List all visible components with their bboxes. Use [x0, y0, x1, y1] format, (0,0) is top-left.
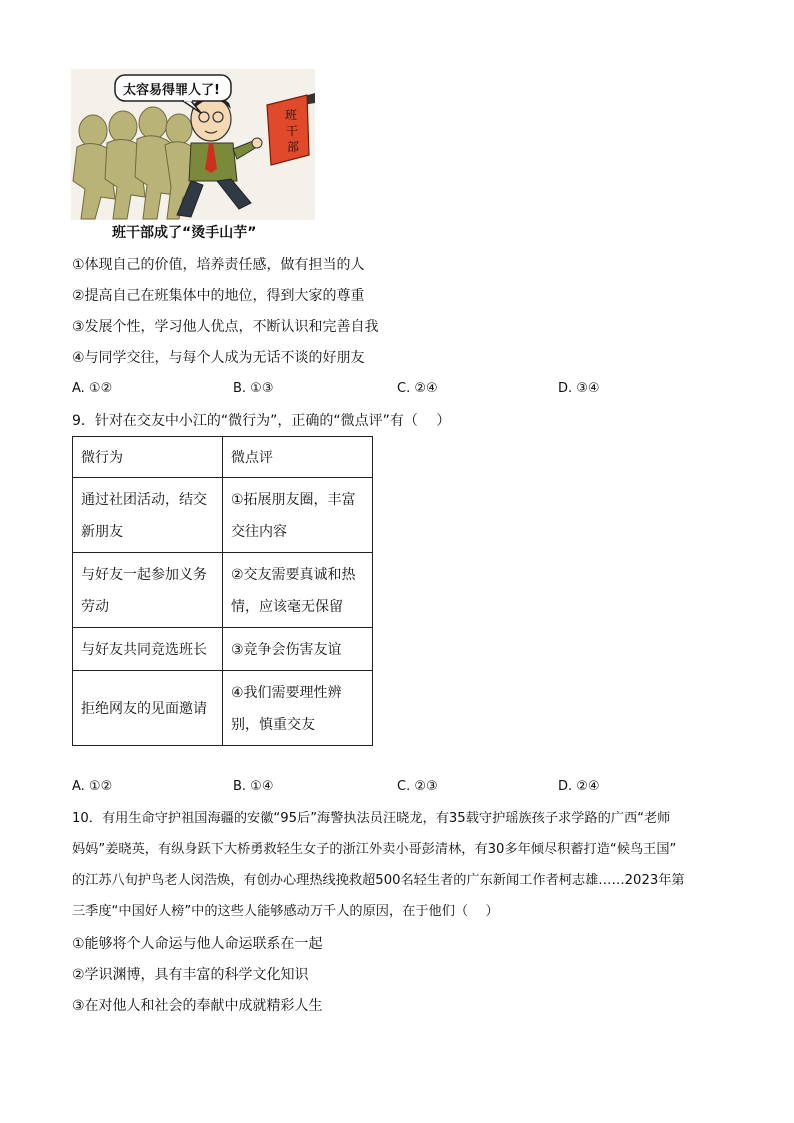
q10-statement-3: ③在对他人和社会的奉献中成就精彩人生	[72, 998, 323, 1014]
comment-1-line-2: 交往内容	[231, 524, 287, 540]
q10-stem-line-3: 的江苏八旬护鸟老人闵浩焕，有创办心理热线挽救超500名轻生者的广东新闻工作者柯志雄……2023年第	[72, 873, 685, 888]
comment-cell	[223, 628, 373, 671]
q9-option-b: B. ①④	[233, 779, 274, 794]
comment-4-line-2: 别，慎重交友	[231, 717, 315, 733]
cartoon-drawing	[71, 69, 315, 220]
q8-option-d: D. ③④	[558, 381, 600, 396]
q10-stem-line-4: 三季度“中国好人榜”中的这些人能够感动万千人的原因，在于他们（ ）	[72, 904, 499, 919]
table-row	[73, 628, 373, 671]
action-4-line-1: 拒绝网友的见面邀请	[81, 701, 207, 717]
sign-char-3: 部	[287, 140, 300, 154]
action-cell	[73, 553, 223, 628]
comment-2-line-2: 情，应该毫无保留	[231, 599, 343, 615]
action-cell	[73, 478, 223, 553]
q9-stem: 9．针对在交友中小江的“微行为”，正确的“微点评”有（ ）	[72, 413, 451, 429]
q9-table	[72, 436, 373, 746]
q8-statement-3: ③发展个性，学习他人优点，不断认识和完善自我	[72, 319, 379, 335]
q8-option-c: C. ②④	[397, 381, 438, 396]
header-action: 微行为	[73, 437, 223, 478]
q8-statement-2: ②提高自己在班集体中的地位，得到大家的尊重	[72, 288, 365, 304]
action-cell	[73, 671, 223, 746]
speech-text: 太容易得罪人了!	[123, 83, 220, 98]
comment-cell	[223, 478, 373, 553]
sign-char-1: 班	[285, 108, 298, 122]
sign-char-2: 干	[286, 124, 299, 138]
table-header-row	[73, 437, 373, 478]
q8-statement-1: ①体现自己的价值，培养责任感，做有担当的人	[72, 257, 365, 273]
cartoon-illustration	[71, 69, 315, 220]
table-row	[73, 478, 373, 553]
comment-1-line-1: ①拓展朋友圈，丰富	[231, 492, 356, 508]
q10-stem-line-1: 10．有用生命守护祖国海疆的安徽“95后”海警执法员汪晓龙，有35载守护瑶族孩子求学路的广西“老师	[72, 811, 671, 826]
comment-2-line-1: ②交友需要真诚和热	[231, 567, 356, 583]
action-2-line-1: 与好友一起参加义务	[81, 567, 207, 583]
action-1-line-2: 新朋友	[81, 524, 123, 540]
comment-4-line-1: ④我们需要理性辨	[231, 685, 342, 701]
cartoon-caption: 班干部成了“烫手山芋”	[112, 225, 257, 241]
comment-cell	[223, 671, 373, 746]
table-row	[73, 671, 373, 746]
q9-option-d: D. ②④	[558, 779, 600, 794]
q9-option-a: A. ①②	[72, 779, 113, 794]
table-row	[73, 553, 373, 628]
q8-option-b: B. ①③	[233, 381, 274, 396]
action-1-line-1: 通过社团活动，结交	[81, 492, 207, 508]
q10-stem-line-2: 妈妈”姜晓英，有纵身跃下大桥勇救轻生女子的浙江外卖小哥彭清林，有30多年倾尽积蓄打造“候鸟王国”	[72, 842, 677, 857]
action-2-line-2: 劳动	[81, 599, 109, 615]
q8-option-a: A. ①②	[72, 381, 113, 396]
q10-statement-1: ①能够将个人命运与他人命运联系在一起	[72, 936, 323, 952]
q10-statement-2: ②学识渊博，具有丰富的科学文化知识	[72, 967, 309, 983]
comment-3-line-1: ③竞争会伤害友谊	[231, 642, 342, 658]
q9-option-c: C. ②③	[397, 779, 438, 794]
comment-cell	[223, 553, 373, 628]
q8-statement-4: ④与同学交往，与每个人成为无话不谈的好朋友	[72, 350, 365, 366]
action-cell	[73, 628, 223, 671]
header-comment: 微点评	[223, 437, 373, 478]
action-3-line-1: 与好友共同竞选班长	[81, 642, 207, 658]
